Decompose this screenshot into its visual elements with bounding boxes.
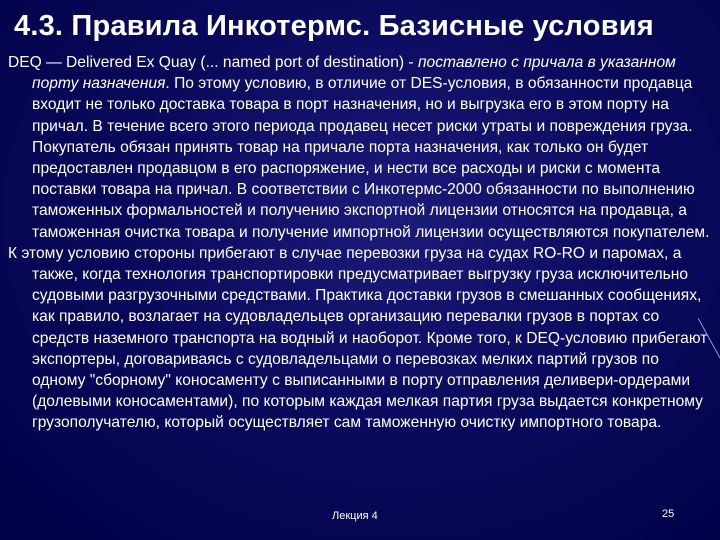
footer-lecture-label: Лекция 4 (332, 510, 378, 522)
page-number: 25 (662, 508, 675, 520)
term-separator: - (404, 54, 418, 71)
term-translation: поставлено с причала в указанном порту назначения (32, 54, 676, 93)
paragraph-deq-usage: К этому условию стороны прибегают в случае перевозки груза на судах RO-RO и паромах, а также, когда технология транспортировки предусматривает выгрузку груза исключительно судовыми разгрузочными средствами. Практика доставки грузов в смешанных сообщениях, как правило, возлагает на судовладельцев организацию перевалки грузов в портах со средств наземного транспорта на водный и наоборот. Кроме того, к DEQ-условию прибегают экспортеры, договариваясь с судовладельцами о перевозках мелких партий грузов по одному "сборному" коносаменту с выписанными в порту отправления деливери-ордерами (долевыми коносаментами), по которым каждая мелкая партия груза выдается конкретному грузополучателю, который осуществляет сам таможенную очистку импортного товара. (8, 244, 708, 432)
slide-body (8, 52, 712, 434)
term-deq: DEQ — Delivered Ex Quay (... named port of destination) (8, 54, 405, 71)
slide-title: 4.3. Правила Инкотермс. Базисные условия (14, 10, 654, 42)
paragraph-deq-definition (8, 52, 712, 243)
deq-description: . По этому условию, в отличие от DES-условия, в обязанности продавца входит не только доставка товара в порт назначения, но и выгрузка его в этом порту на причал. В течение всего этого периода продавец несет риски утраты и повреждения груза. Покупатель обязан принять товар на причале порта назначения, как только он будет предоставлен продавцом в его распоряжение, и нести все расходы и риски с момента поставки товара на причал. В соответствии с Инкотермс-2000 обязанности по выполнению таможенных формальностей и получению экспортной лицензии относятся на продавца, а таможенная очистка товара и получение импортной лицензии осуществляются покупателем. (32, 75, 710, 241)
